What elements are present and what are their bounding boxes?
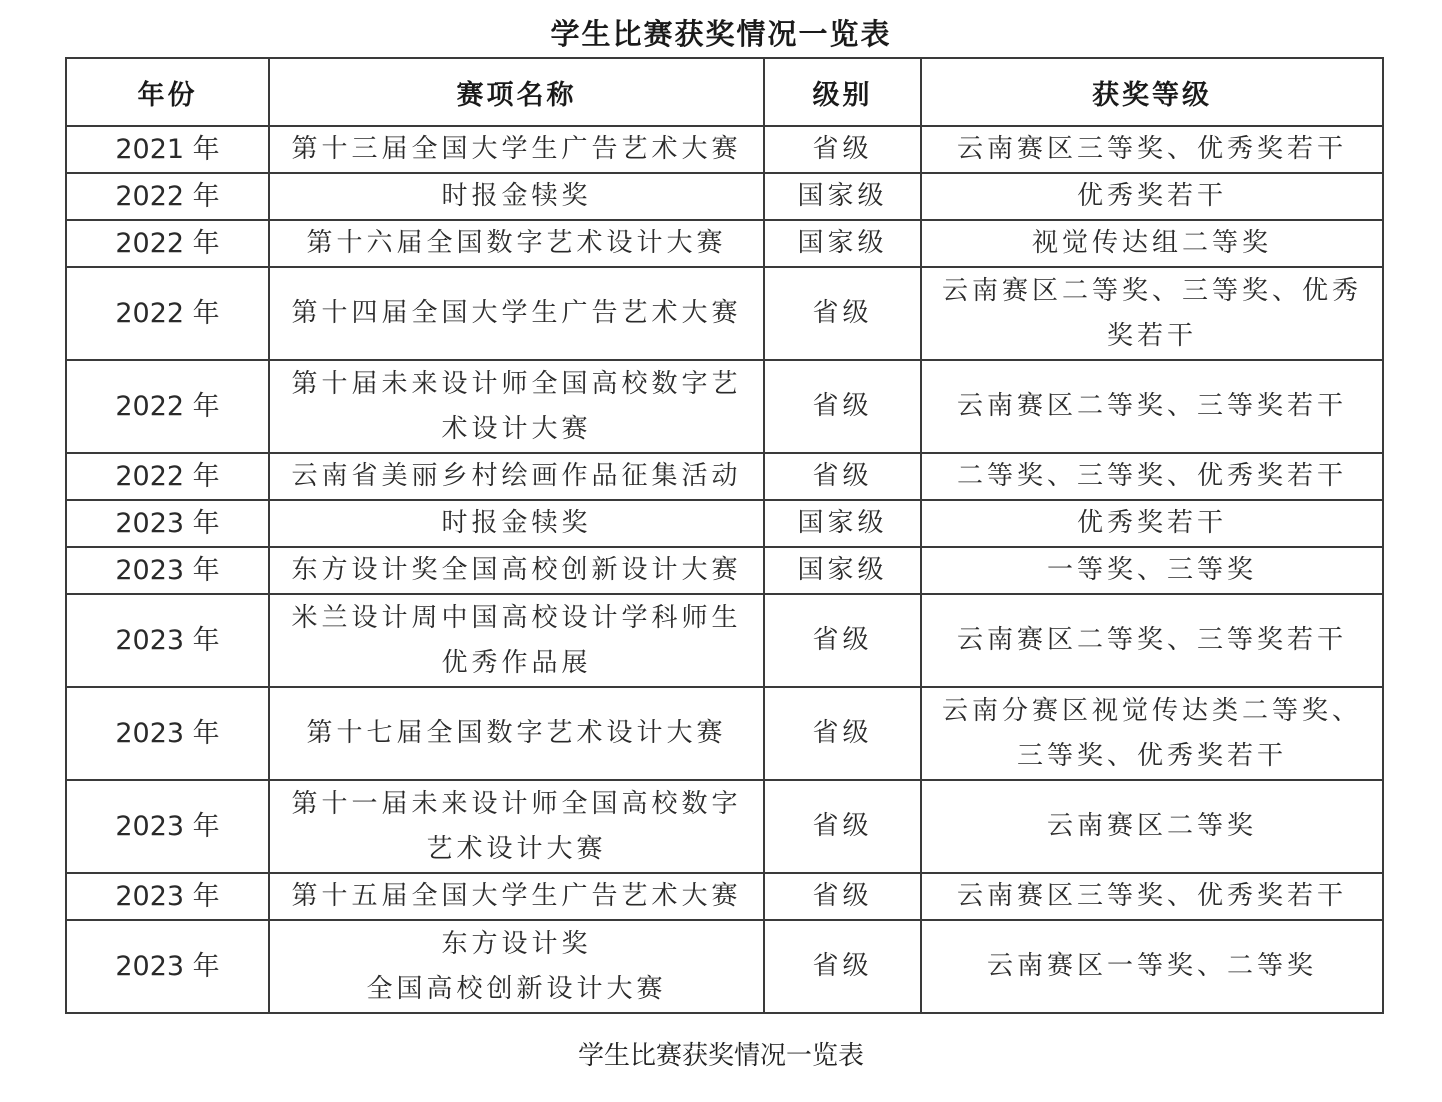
cell-award-grade <box>921 173 1383 220</box>
cell-text-line: 三等奖、优秀奖若干 <box>1016 740 1287 771</box>
cell-text-line: 第十七届全国数字艺术设计大赛 <box>306 718 727 748</box>
cell-competition-name <box>269 687 764 780</box>
cell-award-grade <box>921 500 1383 547</box>
table-row <box>66 360 1383 453</box>
cell-competition-name <box>269 780 764 873</box>
table-row <box>66 173 1383 220</box>
cell-competition-name <box>269 453 764 500</box>
table-row <box>66 687 1383 780</box>
cell-year: 2023 年 <box>66 687 269 780</box>
cell-award-grade <box>921 360 1383 453</box>
cell-text-line: 时报金犊奖 <box>441 181 592 211</box>
cell-award-grade <box>921 594 1383 687</box>
cell-text-line: 术设计大赛 <box>441 413 592 444</box>
cell-text-line: 奖若干 <box>1106 320 1197 351</box>
cell-competition-name <box>269 500 764 547</box>
cell-text-line: 云南赛区二等奖、三等奖、优秀 <box>941 275 1362 306</box>
cell-text-line: 第十一届未来设计师全国高校数字 <box>291 788 742 819</box>
cell-year: 2021 年 <box>66 126 269 173</box>
table-row <box>66 594 1383 687</box>
cell-competition-name <box>269 267 764 360</box>
cell-text-line: 优秀奖若干 <box>1076 508 1227 538</box>
table-row <box>66 126 1383 173</box>
cell-award-grade <box>921 267 1383 360</box>
cell-level: 省级 <box>764 453 921 500</box>
cell-text-line: 第十六届全国数字艺术设计大赛 <box>306 228 727 258</box>
table-row <box>66 453 1383 500</box>
cell-award-grade <box>921 547 1383 594</box>
cell-level: 省级 <box>764 360 921 453</box>
cell-text-line: 云南省美丽乡村绘画作品征集活动 <box>291 461 742 491</box>
cell-year: 2022 年 <box>66 360 269 453</box>
cell-text-line: 优秀奖若干 <box>1076 181 1227 211</box>
table-title: 学生比赛获奖情况一览表 <box>550 17 892 51</box>
cell-level: 国家级 <box>764 173 921 220</box>
cell-level: 省级 <box>764 780 921 873</box>
header-level: 级别 <box>764 58 921 126</box>
cell-award-grade <box>921 687 1383 780</box>
cell-year: 2023 年 <box>66 547 269 594</box>
header-award-grade: 获奖等级 <box>921 58 1383 126</box>
cell-competition-name <box>269 173 764 220</box>
header-row <box>66 58 1383 126</box>
cell-competition-name <box>269 594 764 687</box>
cell-level: 省级 <box>764 687 921 780</box>
cell-text-line: 优秀作品展 <box>441 647 592 678</box>
cell-level: 省级 <box>764 594 921 687</box>
cell-text-line: 第十四届全国大学生广告艺术大赛 <box>291 298 742 328</box>
cell-year: 2022 年 <box>66 220 269 267</box>
cell-text-line: 东方设计奖 <box>441 928 592 959</box>
cell-award-grade <box>921 780 1383 873</box>
figure-caption: 学生比赛获奖情况一览表 <box>577 1041 864 1071</box>
cell-level: 省级 <box>764 873 921 920</box>
cell-text-line: 云南赛区三等奖、优秀奖若干 <box>956 881 1347 911</box>
cell-text-line: 东方设计奖全国高校创新设计大赛 <box>291 555 742 585</box>
table-row <box>66 780 1383 873</box>
cell-level: 省级 <box>764 920 921 1013</box>
cell-year: 2023 年 <box>66 920 269 1013</box>
cell-text-line: 云南赛区一等奖、二等奖 <box>986 951 1317 981</box>
cell-text-line: 第十五届全国大学生广告艺术大赛 <box>291 881 742 911</box>
cell-award-grade <box>921 220 1383 267</box>
cell-competition-name <box>269 126 764 173</box>
cell-level: 省级 <box>764 126 921 173</box>
cell-level: 国家级 <box>764 500 921 547</box>
cell-text-line: 第十届未来设计师全国高校数字艺 <box>291 368 742 399</box>
cell-text-line: 一等奖、三等奖 <box>1046 555 1257 585</box>
table-row <box>66 220 1383 267</box>
cell-text-line: 云南赛区二等奖、三等奖若干 <box>956 391 1347 421</box>
cell-year: 2022 年 <box>66 267 269 360</box>
cell-level: 国家级 <box>764 547 921 594</box>
cell-year: 2023 年 <box>66 873 269 920</box>
table-row <box>66 547 1383 594</box>
cell-text-line: 视觉传达组二等奖 <box>1031 228 1272 258</box>
cell-competition-name <box>269 547 764 594</box>
cell-text-line: 云南赛区二等奖、三等奖若干 <box>956 625 1347 655</box>
cell-award-grade <box>921 453 1383 500</box>
cell-text-line: 云南赛区二等奖 <box>1046 811 1257 841</box>
cell-text-line: 云南分赛区视觉传达类二等奖、 <box>941 695 1362 726</box>
cell-award-grade <box>921 920 1383 1013</box>
cell-competition-name <box>269 873 764 920</box>
cell-text-line: 第十三届全国大学生广告艺术大赛 <box>291 134 742 164</box>
table-body <box>66 126 1383 1013</box>
cell-award-grade <box>921 126 1383 173</box>
cell-competition-name <box>269 220 764 267</box>
cell-text-line: 米兰设计周中国高校设计学科师生 <box>291 602 742 633</box>
cell-level: 省级 <box>764 267 921 360</box>
table-row <box>66 873 1383 920</box>
cell-text-line: 全国高校创新设计大赛 <box>366 973 667 1004</box>
awards-table <box>65 57 1384 1014</box>
cell-year: 2023 年 <box>66 594 269 687</box>
cell-year: 2023 年 <box>66 500 269 547</box>
cell-year: 2023 年 <box>66 780 269 873</box>
header-year: 年份 <box>66 58 269 126</box>
header-competition-name: 赛项名称 <box>269 58 764 126</box>
cell-level: 国家级 <box>764 220 921 267</box>
cell-text-line: 时报金犊奖 <box>441 508 592 538</box>
cell-competition-name <box>269 360 764 453</box>
cell-text-line: 二等奖、三等奖、优秀奖若干 <box>956 461 1347 491</box>
cell-year: 2022 年 <box>66 453 269 500</box>
cell-competition-name <box>269 920 764 1013</box>
table-row <box>66 267 1383 360</box>
cell-text-line: 艺术设计大赛 <box>426 833 607 864</box>
cell-year: 2022 年 <box>66 173 269 220</box>
cell-award-grade <box>921 873 1383 920</box>
cell-text-line: 云南赛区三等奖、优秀奖若干 <box>956 134 1347 164</box>
table-row <box>66 500 1383 547</box>
table-row <box>66 920 1383 1013</box>
